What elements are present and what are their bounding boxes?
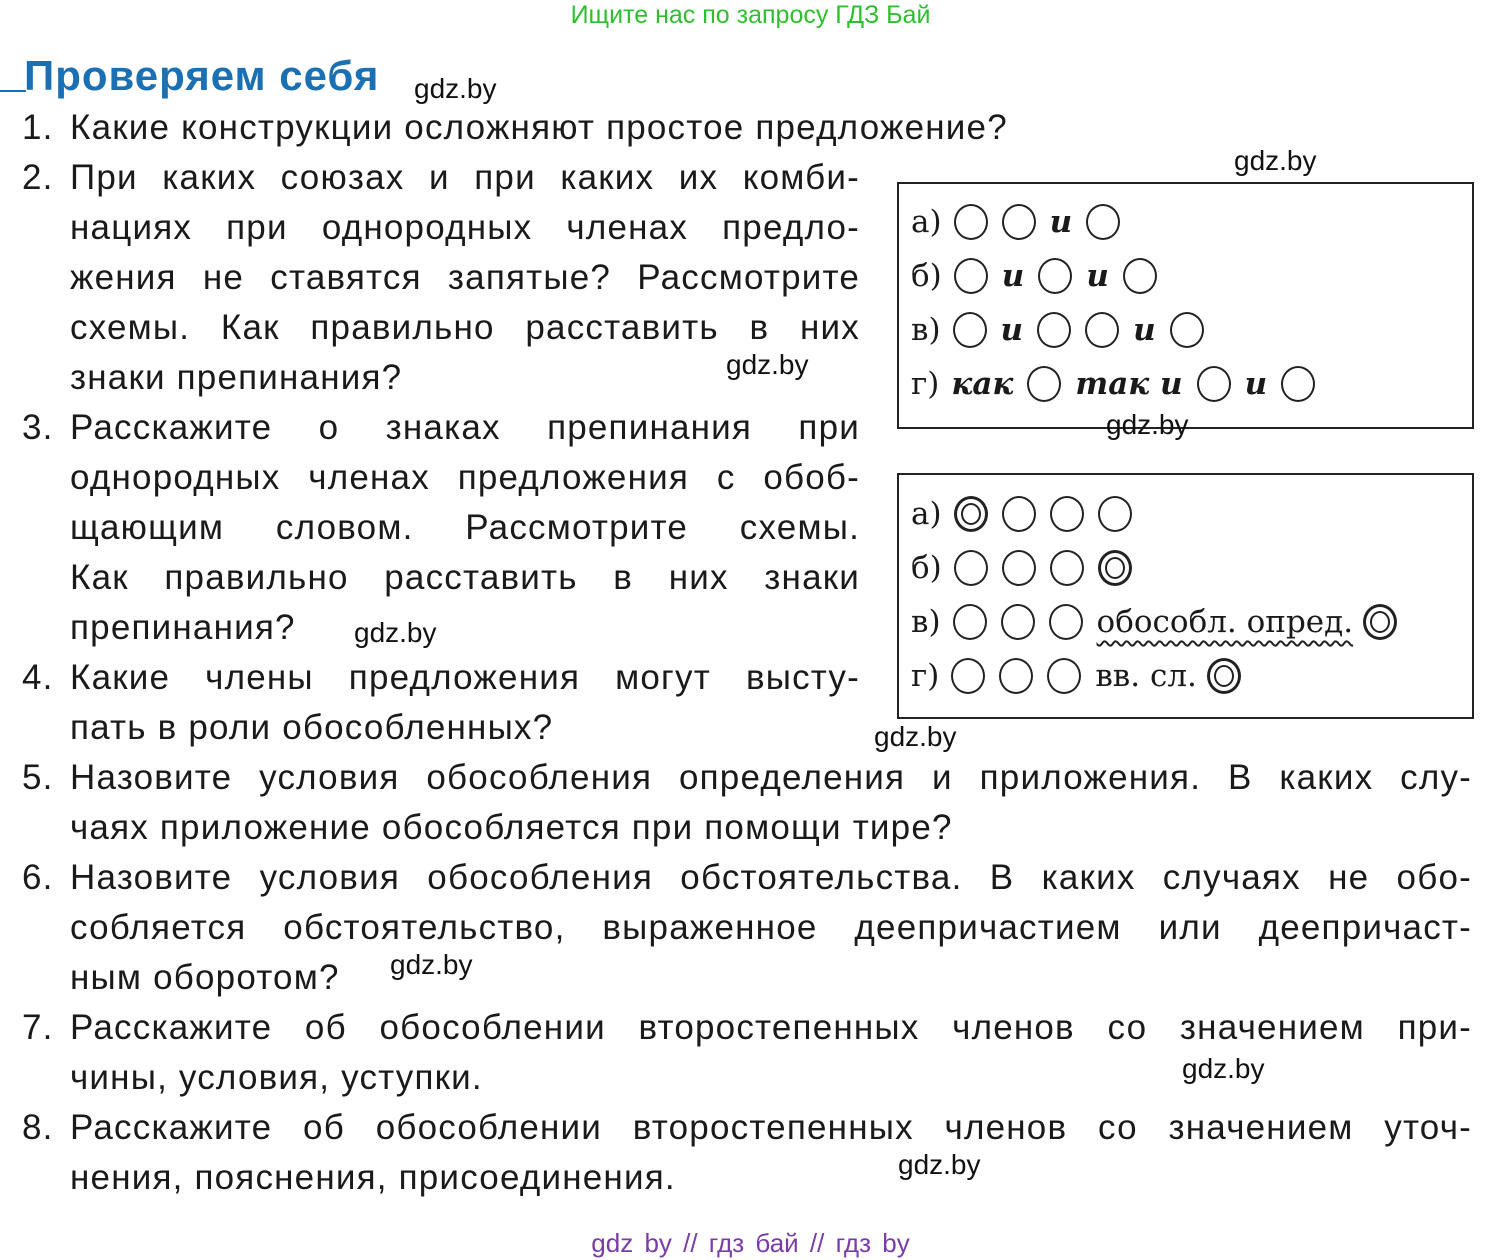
- question-number: 2.: [22, 158, 54, 197]
- circle-icon: [1085, 312, 1119, 348]
- scheme-text: вв. сл.: [1095, 658, 1197, 694]
- scheme-box-1: [897, 182, 1474, 429]
- question-text-line: Как правильно расставить в них знаки: [70, 558, 860, 597]
- question-text-line: Назовите условия обособления определения и приложения. В каких слу-: [70, 758, 1472, 797]
- conjunction: и: [1001, 258, 1025, 294]
- conjunction: и: [1086, 258, 1109, 294]
- scheme-box-2: [897, 473, 1474, 719]
- circle-icon: [953, 312, 987, 348]
- circle-icon: [1001, 604, 1035, 640]
- scheme-text: обособл. опред.: [1096, 604, 1354, 640]
- watermark: gdz.by: [1234, 145, 1317, 176]
- scheme-row: [911, 595, 1411, 649]
- question-text-line: знаки препинания?: [70, 358, 403, 397]
- watermark: gdz.by: [898, 1149, 981, 1180]
- question-text-line: жения не ставятся запятые? Рассмотрите: [70, 258, 860, 297]
- section-title: Проверяем себя: [24, 52, 380, 99]
- circle-icon: [1037, 312, 1071, 348]
- question-number: 6.: [22, 858, 54, 897]
- search-hint-banner: Ищите нас по запросу ГДЗ Бай: [570, 1, 931, 29]
- question-text-line: Расскажите об обособлении второстепенных членов со значением при-: [70, 1008, 1472, 1047]
- scheme-label: г): [911, 658, 940, 694]
- double-circle-icon: [954, 496, 988, 532]
- circle-icon: [1047, 658, 1081, 694]
- question-text-line: нациях при однородных членах предло-: [70, 208, 860, 247]
- circle-icon: [953, 604, 987, 640]
- question-text-line: Расскажите о знаках препинания при: [70, 408, 860, 447]
- circle-icon: [1002, 496, 1036, 532]
- conjunction: и: [1133, 312, 1156, 348]
- double-circle-icon: [1363, 604, 1397, 640]
- question-text-line: препинания?: [70, 608, 296, 647]
- question-text-line: пать в роли обособленных?: [70, 708, 554, 747]
- scheme-label: а): [911, 496, 942, 532]
- footer-links: gdz by // гдз бай // гдз by: [591, 1228, 910, 1258]
- scheme-row: [911, 249, 1171, 303]
- question-number: 8.: [22, 1108, 54, 1147]
- scheme-row: [911, 541, 1146, 595]
- question-text-line: Назовите условия обособления обстоятельства. В каких случаях не обо-: [70, 858, 1472, 897]
- watermark: gdz.by: [390, 949, 473, 980]
- title-rule: [0, 90, 26, 92]
- double-circle-icon: [1207, 658, 1241, 694]
- conjunction: так и: [1075, 366, 1183, 402]
- question-number: 7.: [22, 1008, 54, 1047]
- question-text-line: щающим словом. Рассмотрите схемы.: [70, 508, 860, 547]
- circle-icon: [1002, 204, 1036, 240]
- circle-icon: [1050, 496, 1084, 532]
- conjunction: и: [1049, 204, 1073, 240]
- watermark: gdz.by: [874, 721, 957, 752]
- scheme-row: [911, 487, 1146, 541]
- question-text-line: При каких союзах и при каких их комби-: [70, 158, 860, 197]
- scheme-row: [911, 649, 1255, 703]
- scheme-row: [911, 357, 1329, 411]
- question-text-line: Какие члены предложения могут высту-: [70, 658, 860, 697]
- question-number: 1.: [22, 108, 54, 147]
- conjunction: и: [1000, 312, 1024, 348]
- circle-icon: [1027, 366, 1061, 402]
- question-text-line: собляется обстоятельство, выраженное деепричастием или деепричаст-: [70, 908, 1472, 947]
- circle-icon: [954, 204, 988, 240]
- double-circle-icon: [1098, 550, 1132, 586]
- scheme-label: б): [911, 258, 942, 294]
- circle-icon: [1197, 366, 1231, 402]
- question-text-line: чаях приложение обособляется при помощи тире?: [70, 808, 953, 847]
- watermark: gdz.by: [1106, 409, 1189, 440]
- circle-icon: [1002, 550, 1036, 586]
- question-number: 4.: [22, 658, 54, 697]
- scheme-label: б): [911, 550, 942, 586]
- question-text-line: Какие конструкции осложняют простое предложение?: [70, 108, 1008, 147]
- circle-icon: [954, 550, 988, 586]
- question-text-line: нения, пояснения, присоединения.: [70, 1158, 676, 1197]
- watermark: gdz.by: [414, 73, 497, 104]
- watermark: gdz.by: [1182, 1053, 1265, 1084]
- question-number: 5.: [22, 758, 54, 797]
- scheme-label: в): [911, 604, 941, 640]
- scheme-label: г): [911, 366, 940, 402]
- circle-icon: [1086, 204, 1120, 240]
- circle-icon: [1098, 496, 1132, 532]
- circle-icon: [954, 258, 988, 294]
- circle-icon: [1050, 550, 1084, 586]
- circle-icon: [999, 658, 1033, 694]
- circle-icon: [1038, 258, 1072, 294]
- conjunction: как: [951, 366, 1014, 402]
- circle-icon: [1281, 366, 1315, 402]
- scheme-label: а): [911, 204, 942, 240]
- circle-icon: [1170, 312, 1204, 348]
- conjunction: и: [1244, 366, 1268, 402]
- scheme-row: [911, 303, 1218, 357]
- watermark: gdz.by: [354, 617, 437, 648]
- watermark: gdz.by: [726, 349, 809, 380]
- question-text-line: ным оборотом?: [70, 958, 340, 997]
- question-text-line: Расскажите об обособлении второстепенных членов со значением уточ-: [70, 1108, 1472, 1147]
- question-number: 3.: [22, 408, 54, 447]
- circle-icon: [1049, 604, 1083, 640]
- scheme-label: в): [911, 312, 941, 348]
- scheme-row: [911, 195, 1134, 249]
- question-text-line: однородных членах предложения с обоб-: [70, 458, 860, 497]
- question-text-line: чины, условия, уступки.: [70, 1058, 483, 1097]
- circle-icon: [1123, 258, 1157, 294]
- circle-icon: [951, 658, 985, 694]
- question-text-line: схемы. Как правильно расставить в них: [70, 308, 860, 347]
